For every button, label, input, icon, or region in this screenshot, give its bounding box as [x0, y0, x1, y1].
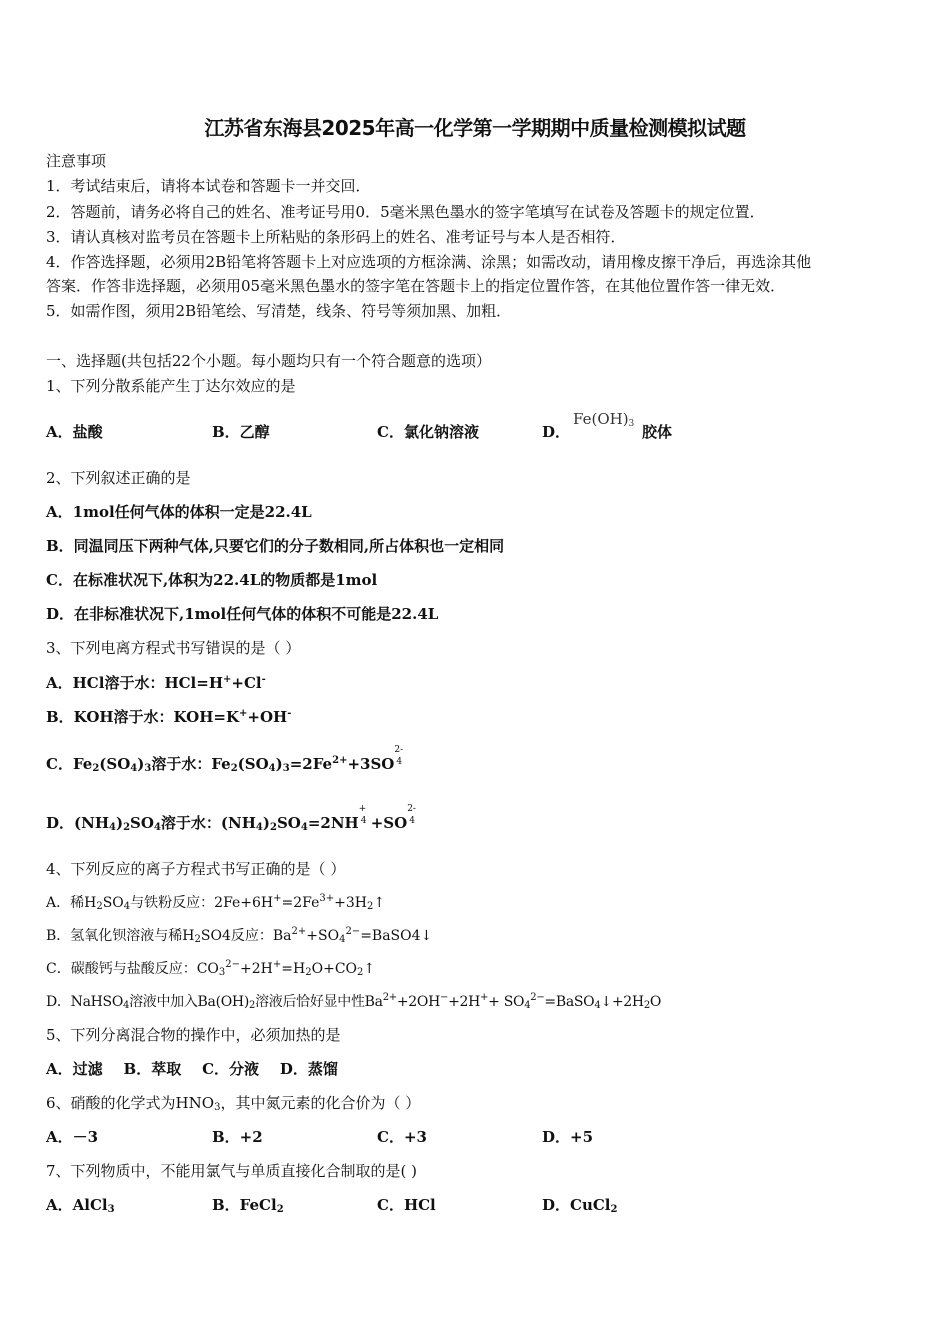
q2-option-b: B．同温同压下两种气体,只要它们的分子数相同,所占体积也一定相同: [46, 537, 505, 555]
notice-heading: 注意事项: [46, 152, 107, 170]
q4-stem: 4、下列反应的离子方程式书写正确的是（ ）: [46, 860, 346, 878]
q4-option-b: B．氢氧化钡溶液与稀$H_2SO4$反应：$Ba^{2+}+SO_4^{2-}=BaSO4↓$: [46, 926, 433, 945]
q2-stem: 2、下列叙述正确的是: [46, 469, 191, 487]
q3-stem: 3、下列电离方程式书写错误的是（ ）: [46, 639, 301, 657]
q1-stem: 1、下列分散系能产生丁达尔效应的是: [46, 377, 296, 395]
q3-option-c: C．$Fe_2(SO_4)_3$溶于水：$Fe_2(SO_4)_3=2Fe^{2+}+3SO$ 2- 4: [46, 755, 406, 773]
q7-stem: 7、下列物质中，不能用氯气与单质直接化合制取的是( ): [46, 1162, 418, 1180]
q5-options: A．过滤 B．萃取 C．分液 D．蒸馏: [46, 1060, 338, 1078]
q1-option-d-text: 胶体: [642, 423, 673, 441]
q3-d-ammonium-charge: + 4: [358, 804, 367, 826]
q1-option-b: B．乙醇: [212, 423, 270, 441]
notice-item-2: 2．答题前，请务必将自己的姓名、准考证号用0．5毫米黑色墨水的签字笔填写在试卷及答题卡的规定位置．: [46, 203, 765, 221]
q1-option-d-formula: $Fe(OH)_3$: [573, 410, 635, 429]
notice-item-5: 5．如需作图，须用2B铅笔绘、写清楚，线条、符号等须加黑、加粗．: [46, 302, 512, 320]
q2-option-a: A．1mol任何气体的体积一定是22.4L: [46, 503, 312, 521]
q4-option-c: C．碳酸钙与盐酸反应：$CO_3^{2-}+2H^+=H_2O+CO_2↑$: [46, 959, 376, 978]
q3-option-d: D．$(NH_4)_2SO_4$溶于水：$(NH_4)_2SO_4=2NH$ + 4 +SO 2- 4: [46, 814, 419, 832]
q6-option-d: D．+5: [542, 1128, 594, 1146]
q1-option-d-label: D．: [542, 423, 571, 441]
notice-item-4: 4．作答选择题，必须用2B铅笔将答题卡上对应选项的方框涂满、涂黑；如需改动，请用橡皮擦干净后，再选涂其他: [46, 253, 812, 271]
q7-option-c: C．HCl: [377, 1196, 436, 1214]
q7-option-a: A．AlCl$_3$: [46, 1196, 115, 1215]
q6-option-a: A．－3: [46, 1128, 99, 1146]
q3-c-sulfate-charge: 2- 4: [394, 745, 404, 767]
q6-option-b: B．+2: [212, 1128, 263, 1146]
q1-option-c: C．氯化钠溶液: [377, 423, 479, 441]
q7-option-b: B．FeCl$_2$: [212, 1196, 284, 1215]
q3-option-a: A．HCl溶于水：HCl=H++Cl-: [46, 674, 266, 692]
q5-stem: 5、下列分离混合物的操作中，必须加热的是: [46, 1026, 341, 1044]
q2-option-d: D．在非标准状况下,1mol任何气体的体积不可能是22.4L: [46, 605, 439, 623]
q6-option-c: C．+3: [377, 1128, 427, 1146]
page-title: 江苏省东海县2025年高一化学第一学期期中质量检测模拟试题: [204, 116, 746, 140]
q3-d-sulfate-charge: 2- 4: [407, 804, 416, 826]
q4-option-a: A．稀$H_2SO_4$与铁粉反应：$2Fe+6H^+=2Fe^{3+}+3H_2↑$: [46, 893, 386, 912]
q6-stem: 6、硝酸的化学式为$HNO_3$，其中氮元素的化合价为（ ）: [46, 1094, 421, 1113]
notice-item-1: 1．考试结束后，请将本试卷和答题卡一并交回．: [46, 177, 371, 195]
q7-option-d: D．CuCl$_2$: [542, 1196, 618, 1215]
notice-item-3: 3．请认真核对监考员在答题卡上所粘贴的条形码上的姓名、准考证号与本人是否相符．: [46, 228, 626, 246]
q2-option-c: C．在标准状况下,体积为22.4L的物质都是1mol: [46, 571, 378, 589]
q1-option-a: A．盐酸: [46, 423, 103, 441]
section-heading: 一、选择题(共包括22个小题。每小题均只有一个符合题意的选项）: [46, 352, 491, 370]
q3-option-b: B．KOH溶于水：KOH=K++OH-: [46, 708, 292, 726]
q4-option-d: D．NaHSO$_4$溶液中加入$Ba(OH)_2$溶液后恰好显中性$Ba^{2+}+2OH^-+2H^++$ $SO_4^{2-}=BaSO_4↓+2H_2O$: [46, 992, 662, 1011]
notice-item-4-cont: 答案．作答非选择题，必须用05毫米黑色墨水的签字笔在答题卡上的指定位置作答，在其他位置作答一律无效．: [46, 277, 786, 295]
